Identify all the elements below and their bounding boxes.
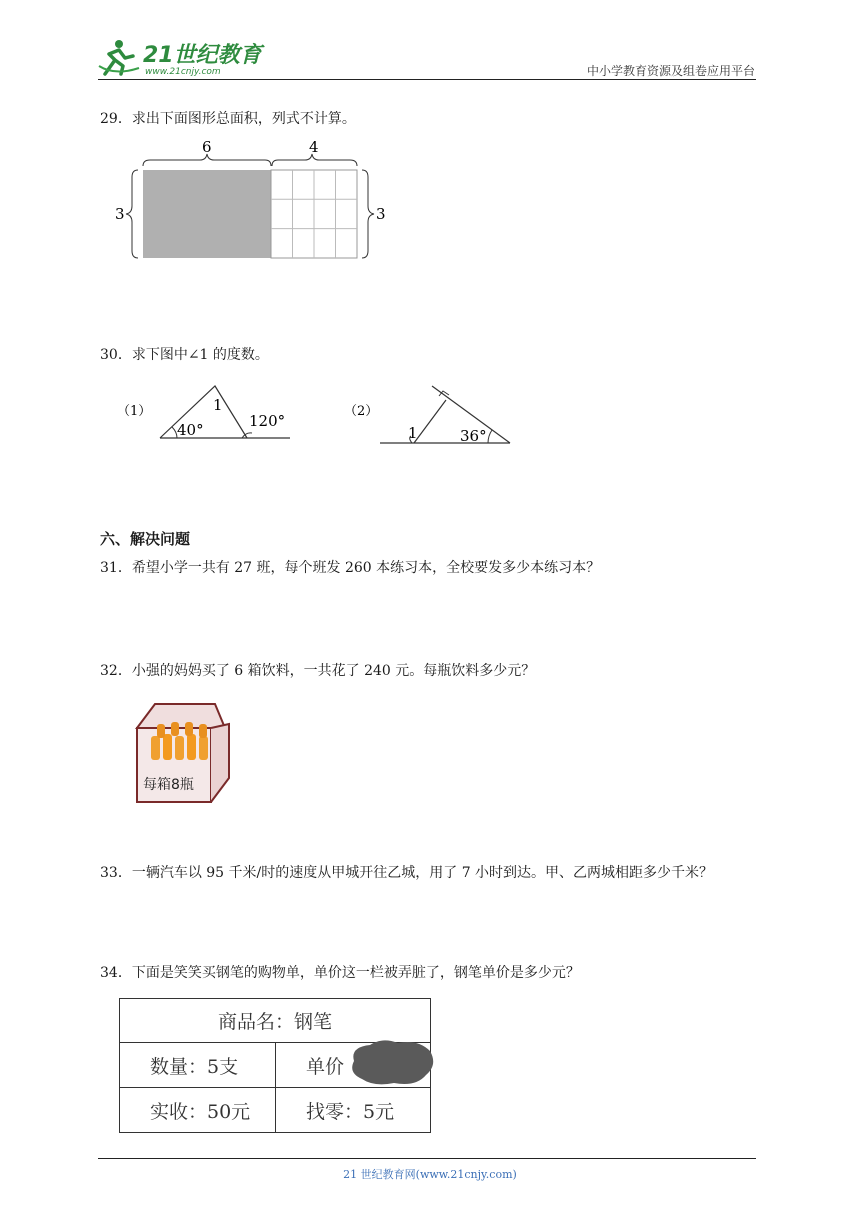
area-figure xyxy=(110,136,390,266)
fig2-angle-1: 1 xyxy=(408,424,418,442)
fig1-tag: （1） xyxy=(117,404,152,419)
header-divider xyxy=(98,79,756,80)
triangle-figure-1 xyxy=(115,380,315,450)
section-title: 六、解决问题 xyxy=(100,530,191,548)
receipt-price-label: 单价 xyxy=(306,1055,345,1078)
fig2-tag: （2） xyxy=(344,404,379,419)
drink-box-image xyxy=(133,698,233,808)
label-left-3: 3 xyxy=(115,205,125,223)
footer-text: 21 世纪教育网(www.21cnjy.com) xyxy=(343,1168,517,1181)
fig1-angle-1: 1 xyxy=(213,396,223,414)
receipt-item: 商品名：钢笔 xyxy=(120,999,431,1043)
runner-icon xyxy=(99,40,139,74)
question-32: 32．小强的妈妈买了 6 箱饮料，一共花了 240 元。每瓶饮料多少元？ xyxy=(100,663,536,679)
question-31: 31．希望小学一共有 27 班，每个班发 260 本练习本，全校要发多少本练习本？ xyxy=(100,560,601,576)
ink-smudge xyxy=(346,1039,436,1087)
receipt-change: 找零：5元 xyxy=(276,1088,431,1133)
box-label: 每箱8瓶 xyxy=(143,777,194,793)
logo-text: 21世纪教育 xyxy=(143,43,262,68)
label-4: 4 xyxy=(309,138,319,156)
receipt-price xyxy=(276,1043,431,1088)
label-6: 6 xyxy=(202,138,212,156)
triangle-figure-2 xyxy=(342,380,522,450)
label-right-3: 3 xyxy=(376,205,386,223)
receipt-paid: 实收：50元 xyxy=(120,1088,276,1133)
logo-url: www.21cnjy.com xyxy=(145,67,221,77)
question-29: 29．求出下面图形总面积，列式不计算。 xyxy=(100,111,356,127)
footer-divider xyxy=(98,1158,756,1159)
platform-name: 中小学教育资源及组卷应用平台 xyxy=(586,64,755,78)
site-logo xyxy=(95,36,265,78)
fig1-angle-40: 40° xyxy=(177,421,204,439)
grid-rectangle xyxy=(271,170,357,258)
question-33: 33．一辆汽车以 95 千米/时的速度从甲城开往乙城，用了 7 小时到达。甲、乙两城相距多少千米？ xyxy=(100,865,714,881)
question-30: 30．求下图中∠1 的度数。 xyxy=(100,347,269,363)
question-34: 34．下面是笑笑买钢笔的购物单，单价这一栏被弄脏了，钢笔单价是多少元？ xyxy=(100,965,580,981)
receipt-qty: 数量：5支 xyxy=(120,1043,276,1088)
fig1-angle-120: 120° xyxy=(249,412,286,430)
receipt-table xyxy=(119,998,431,1133)
shaded-rectangle xyxy=(143,170,271,258)
fig2-angle-36: 36° xyxy=(460,427,487,445)
